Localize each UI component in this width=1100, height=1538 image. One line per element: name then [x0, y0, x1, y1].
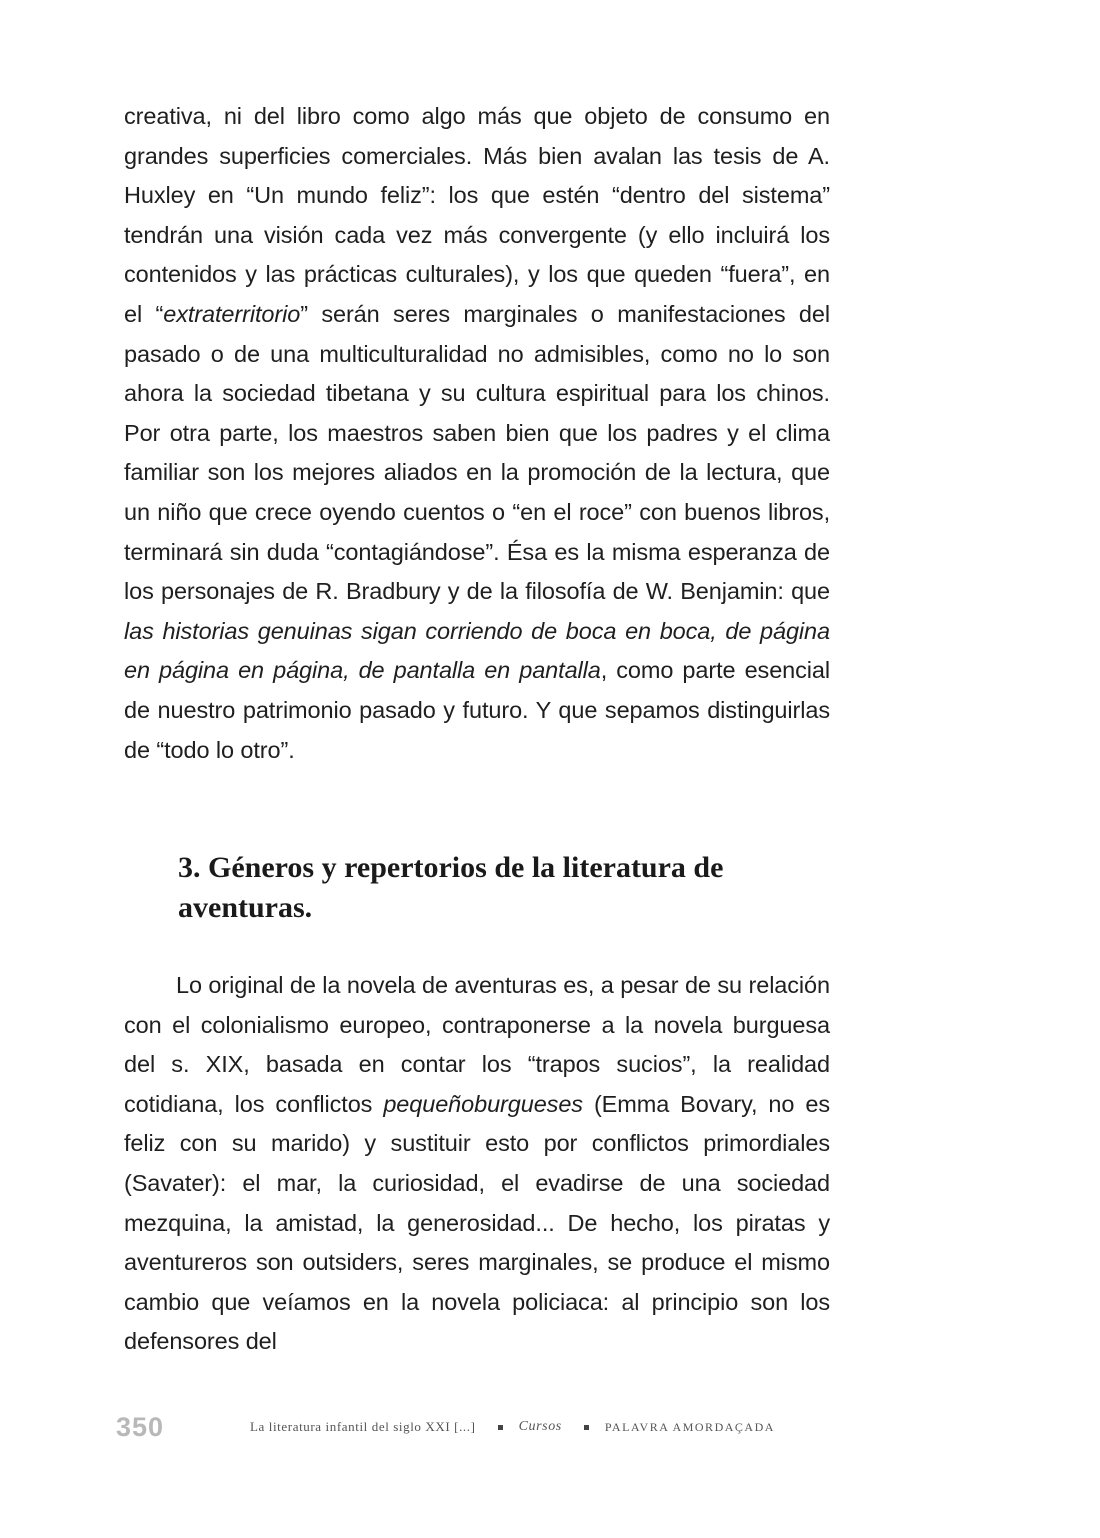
- italic-text-run: pequeñoburgueses: [383, 1090, 583, 1117]
- body-paragraph-2: [124, 966, 830, 1362]
- italic-text-run: extraterritorio: [163, 300, 301, 327]
- running-title: La literatura infantil del siglo XXI [...]: [250, 1419, 476, 1434]
- bullet-separator-icon: [584, 1425, 589, 1430]
- text-run: , como parte esencial de nuestro patrimonio pasado y futuro. Y que sepamos distinguirlas de “todo lo otro”.: [124, 657, 830, 763]
- page-number: 350: [116, 1411, 165, 1442]
- text-run: Lo original de la novela de aventuras es, a pesar de su relación con el colonialismo europeo, contraponerse a la novela burguesa del s. XIX, basada en contar los “trapos sucios”, la realidad cotidiana, los conflictos: [124, 972, 830, 1117]
- body-paragraph-1: [124, 97, 830, 770]
- text-run: creativa, ni del libro como algo más que objeto de consumo en grandes superficies comerciales. Más bien avalan las tesis de A. Huxley en “Un mundo feliz”: los que estén “dentro del sistema” tendrán una visión cada vez más convergente (y ello incluirá los contenidos y las prácticas culturales), y los que queden “fuera”, en el “: [124, 103, 830, 327]
- text-run: ” serán seres marginales o manifestaciones del pasado o de una multiculturalidad no admisibles, como no lo son ahora la sociedad tibetana y su cultura espiritual para los chinos. Por otra parte, los maestros saben bien que los padres y el clima familiar son los mejores aliados en la promoción de la lectura, que un niño que crece oyendo cuentos o “en el roce” con buenos libros, terminará sin duda “contagiándose”. Ésa es la misma esperanza de los personajes de R. Bradbury y de la filosofía de W. Benjamin: que: [124, 300, 830, 605]
- text-run: (Emma Bovary, no es feliz con su marido) y sustituir esto por conflictos primordiales (Savater): el mar, la curiosidad, el evadirse de una sociedad mezquina, la amistad, la generosidad... De hecho, los piratas y aventureros son outsiders, seres marginales, se produce el mismo cambio que veíamos en la novela policiaca: al principio son los defensores del: [124, 1090, 830, 1355]
- bullet-separator-icon: [498, 1425, 503, 1430]
- journal-name: Cursos: [518, 1419, 562, 1434]
- publisher-name: PALAVRA AMORDAÇADA: [604, 1419, 775, 1434]
- page-footer: [116, 1410, 830, 1444]
- section-heading: 3. Géneros y repertorios de la literatura de aventuras.: [178, 851, 724, 924]
- italic-text-run: las historias genuinas sigan corriendo de boca en boca, de página en página en página, de pantalla en pantalla: [124, 617, 830, 684]
